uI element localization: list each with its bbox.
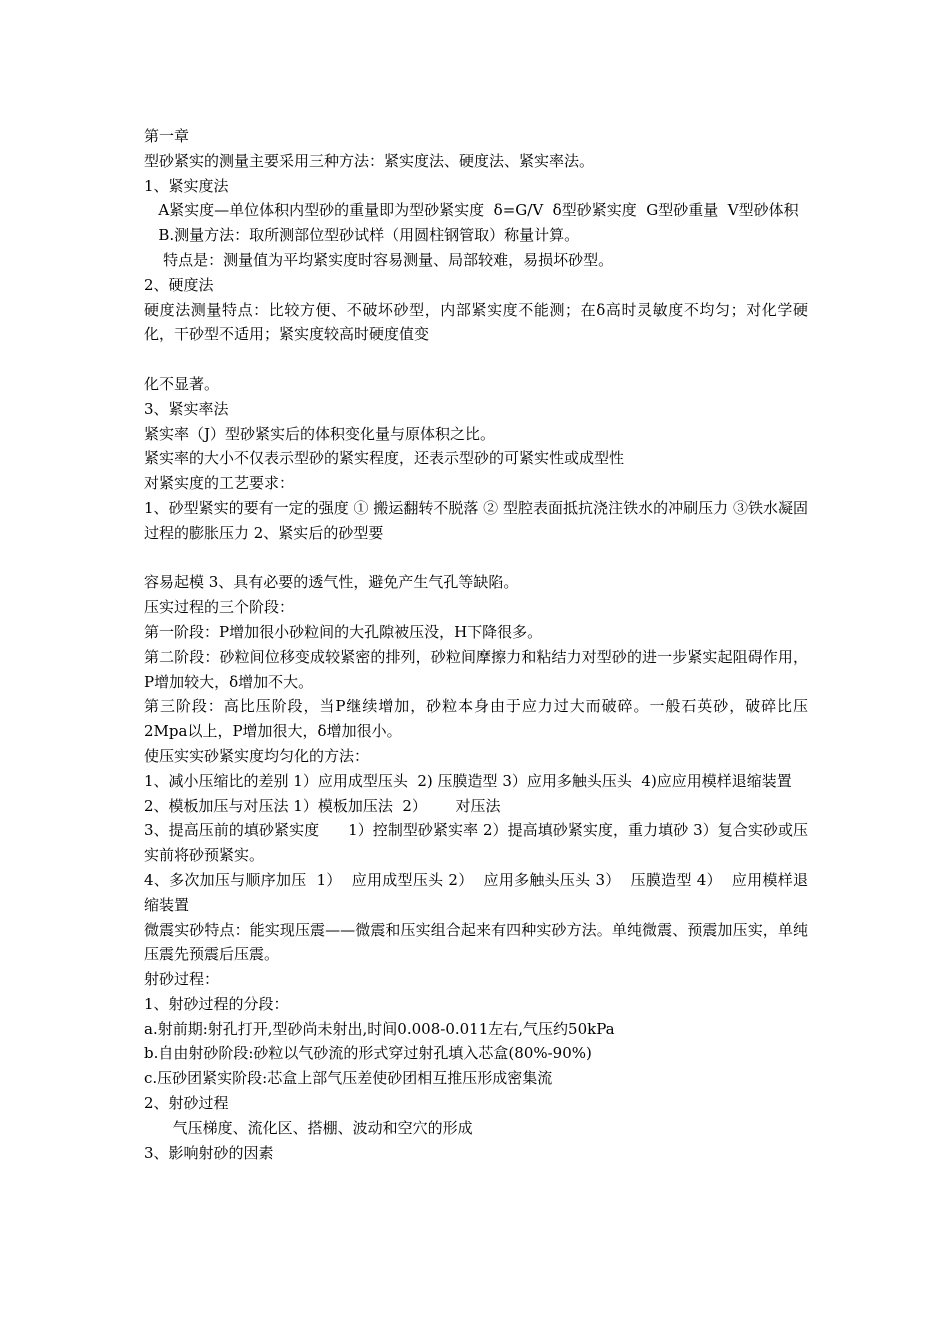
paragraph: c.压砂团紧实阶段:芯盒上部气压差使砂团相互推压形成密集流 — [144, 1069, 553, 1088]
document-body — [144, 124, 808, 1165]
chapter-heading: 第一章 — [144, 127, 190, 145]
paragraph: 紧实率（J）型砂紧实后的体积变化量与原体积之比。 — [144, 424, 496, 443]
blank-line — [144, 347, 808, 372]
paragraph: 4、多次加压与顺序加压 1） 应用成型压头 2） 应用多触头压头 3） 压膜造型 4） 应用模样退缩装置 — [144, 870, 808, 914]
paragraph: 容易起模 3、具有必要的透气性，避免产生气孔等缺陷。 — [144, 573, 519, 592]
paragraph: 化不显著。 — [144, 374, 220, 393]
paragraph: 第二阶段：砂粒间位移变成较紧密的排列，砂粒间摩擦力和粘结力对型砂的进一步紧实起阻碍作用，P增加较大，δ增加不大。 — [144, 647, 808, 691]
paragraph: 第一阶段：P增加很小砂粒间的大孔隙被压没，H下降很多。 — [144, 622, 543, 641]
paragraph: 第三阶段：高比压阶段，当P继续增加，砂粒本身由于应力过大而破碎。一般石英砂，破碎比压2Mpa以上，P增加很大，δ增加很小。 — [144, 697, 808, 741]
blank-line — [144, 546, 808, 571]
paragraph: 对紧实度的工艺要求： — [144, 474, 295, 493]
paragraph: 型砂紧实的测量主要采用三种方法：紧实度法、硬度法、紧实率法。 — [144, 151, 595, 170]
paragraph: 3、影响射砂的因素 — [144, 1143, 274, 1162]
section-heading: 1、紧实度法 — [144, 176, 229, 195]
paragraph: B.测量方法：取所测部位型砂试样（用圆柱钢管取）称量计算。 — [144, 226, 580, 245]
paragraph: 紧实率的大小不仅表示型砂的紧实程度，还表示型砂的可紧实性或成型性 — [144, 449, 625, 468]
paragraph: 1、砂型紧实的要有一定的强度 ① 搬运翻转不脱落 ② 型腔表面抵抗浇注铁水的冲刷压力 ③铁水凝固过程的膨胀压力 2、紧实后的砂型要 — [144, 498, 808, 542]
paragraph: 气压梯度、流化区、搭棚、波动和空穴的形成 — [144, 1118, 473, 1137]
paragraph: A紧实度—单位体积内型砂的重量即为型砂紧实度 δ=G/V δ型砂紧实度 G型砂重量 V型砂体积 — [144, 201, 799, 220]
paragraph: 射砂过程： — [144, 970, 220, 989]
paragraph: 1、射砂过程的分段： — [144, 994, 289, 1013]
paragraph: 压实过程的三个阶段： — [144, 598, 295, 617]
paragraph: a.射前期:射孔打开,型砂尚未射出,时间0.008-0.011左右,气压约50kPa — [144, 1019, 615, 1038]
paragraph: 3、提高压前的填砂紧实度 1）控制型砂紧实率 2）提高填砂紧实度，重力填砂 3）复合实砂或压实前将砂预紧实。 — [144, 821, 808, 865]
paragraph: 2、模板加压与对压法 1）模板加压法 2） 对压法 — [144, 796, 501, 815]
paragraph: 1、减小压缩比的差别 1）应用成型压头 2) 压膜造型 3）应用多触头压头 4)应应用模样退缩装置 — [144, 771, 792, 790]
paragraph: 2、射砂过程 — [144, 1094, 229, 1113]
section-heading: 2、硬度法 — [144, 275, 214, 294]
section-heading: 3、紧实率法 — [144, 399, 229, 418]
paragraph: 硬度法测量特点：比较方便、不破坏砂型，内部紧实度不能测；在δ高时灵敏度不均匀；对化学硬化，干砂型不适用；紧实度较高时硬度值变 — [144, 300, 808, 344]
paragraph: 微震实砂特点：能实现压震——微震和压实组合起来有四种实砂方法。单纯微震、预震加压实，单纯压震先预震后压震。 — [144, 920, 808, 964]
paragraph: 使压实实砂紧实度均匀化的方法： — [144, 746, 370, 765]
paragraph: 特点是：测量值为平均紧实度时容易测量、局部较难，易损坏砂型。 — [144, 250, 614, 269]
paragraph: b.自由射砂阶段:砂粒以气砂流的形式穿过射孔填入芯盒(80%-90%) — [144, 1044, 592, 1063]
